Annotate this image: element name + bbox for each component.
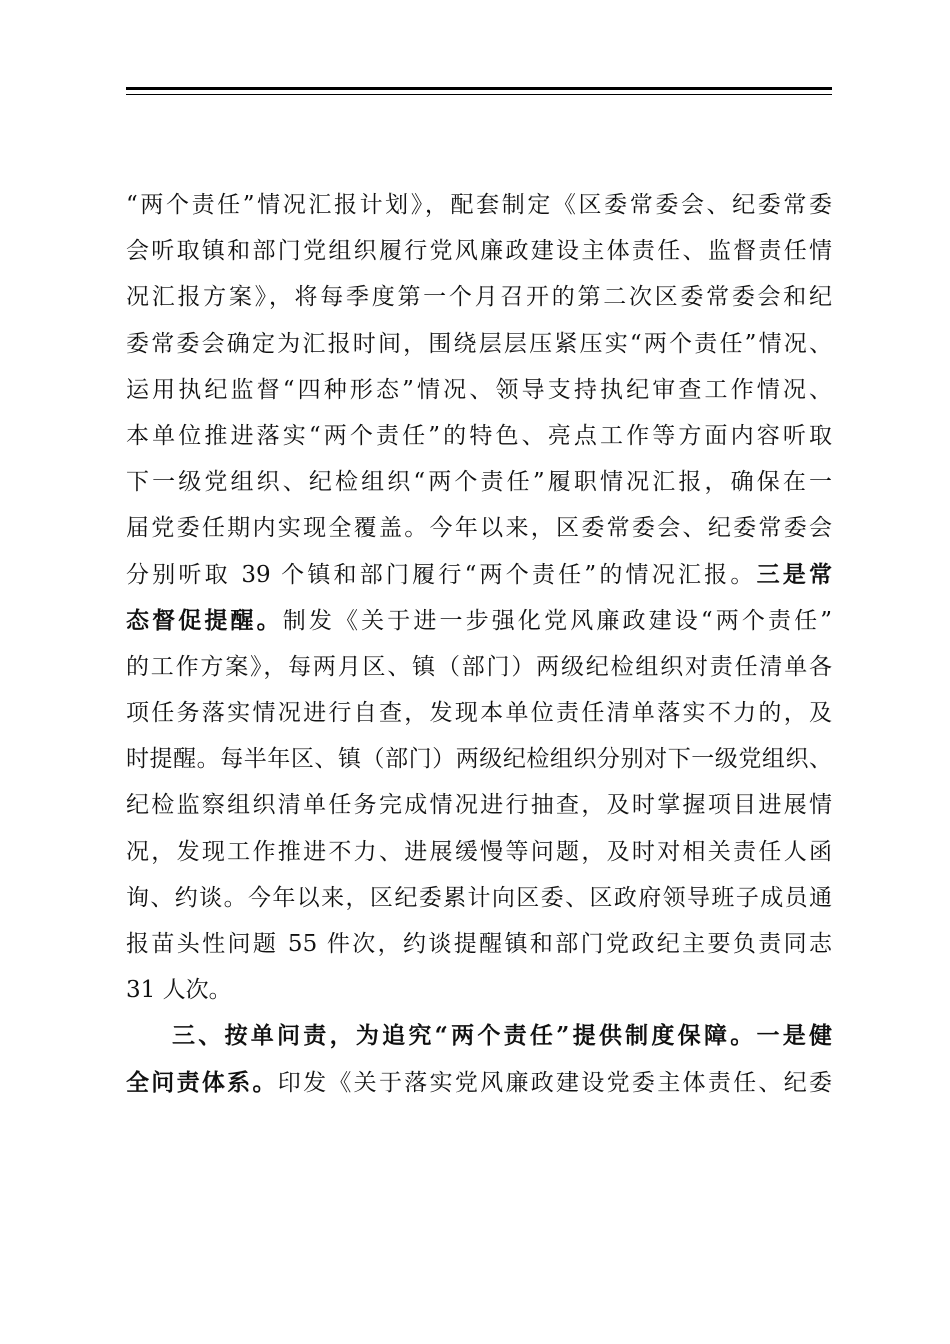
text-emphasis: 三是常 — [756, 560, 833, 588]
text-line: 时提醒。每半年区、镇（部门）两级纪检组织分别对下一级党组织、 — [126, 746, 832, 773]
text-line: 本单位推进落实“两个责任”的特色、亮点工作等方面内容听取 — [126, 422, 832, 449]
text-line: 纪检监察组织清单任务完成情况进行抽查，及时掌握项目进展情 — [126, 792, 832, 819]
text-normal: 印发《关于落实党风廉政建设党委主体责任、纪委 — [277, 1069, 833, 1096]
text-line — [126, 1060, 832, 1106]
text-normal: 制发《关于进一步强化党风廉政建设“两个责任” — [282, 607, 832, 634]
text-emphasis: 态督促提醒。 — [126, 606, 283, 634]
text-line: 会听取镇和部门党组织履行党风廉政建设主体责任、监督责任情 — [126, 238, 832, 265]
section-heading: 三、按单问责，为追究“两个责任”提供制度保障。一是健 — [172, 1022, 832, 1050]
text-line: 询、约谈。今年以来，区纪委累计向区委、区政府领导班子成员通 — [126, 884, 832, 911]
text-emphasis: 全问责体系。 — [126, 1068, 278, 1096]
section-heading-line — [126, 1013, 832, 1059]
text-line: 31 人次。 — [126, 977, 232, 1004]
header-rule-thick — [126, 87, 832, 90]
text-line: 况汇报方案》，将每季度第一个月召开的第二次区委常委会和纪 — [126, 284, 832, 311]
document-body — [126, 182, 832, 1106]
text-line: 况，发现工作推进不力、进展缓慢等问题，及时对相关责任人函 — [126, 838, 832, 865]
text-line: “两个责任”情况汇报计划》，配套制定《区委常委会、纪委常委 — [126, 192, 832, 218]
text-line — [126, 552, 832, 598]
text-line — [126, 598, 832, 644]
text-line: 的工作方案》，每两月区、镇（部门）两级纪检组织对责任清单各 — [126, 653, 832, 680]
text-line: 运用执纪监督“四种形态”情况、领导支持执纪审查工作情况、 — [126, 376, 832, 403]
text-line: 届党委任期内实现全覆盖。今年以来，区委常委会、纪委常委会 — [126, 515, 832, 542]
header-rule-thin — [126, 94, 832, 95]
text-line: 项任务落实情况进行自查，发现本单位责任清单落实不力的，及 — [126, 700, 832, 727]
text-line: 报苗头性问题 55 件次，约谈提醒镇和部门党政纪主要负责同志 — [126, 931, 832, 957]
text-normal: 分别听取 39 个镇和部门履行“两个责任”的情况汇报。 — [126, 561, 757, 588]
text-line: 下一级党组织、纪检组织“两个责任”履职情况汇报，确保在一 — [126, 469, 832, 496]
text-line: 委常委会确定为汇报时间，围绕层层压紧压实“两个责任”情况、 — [126, 330, 832, 357]
